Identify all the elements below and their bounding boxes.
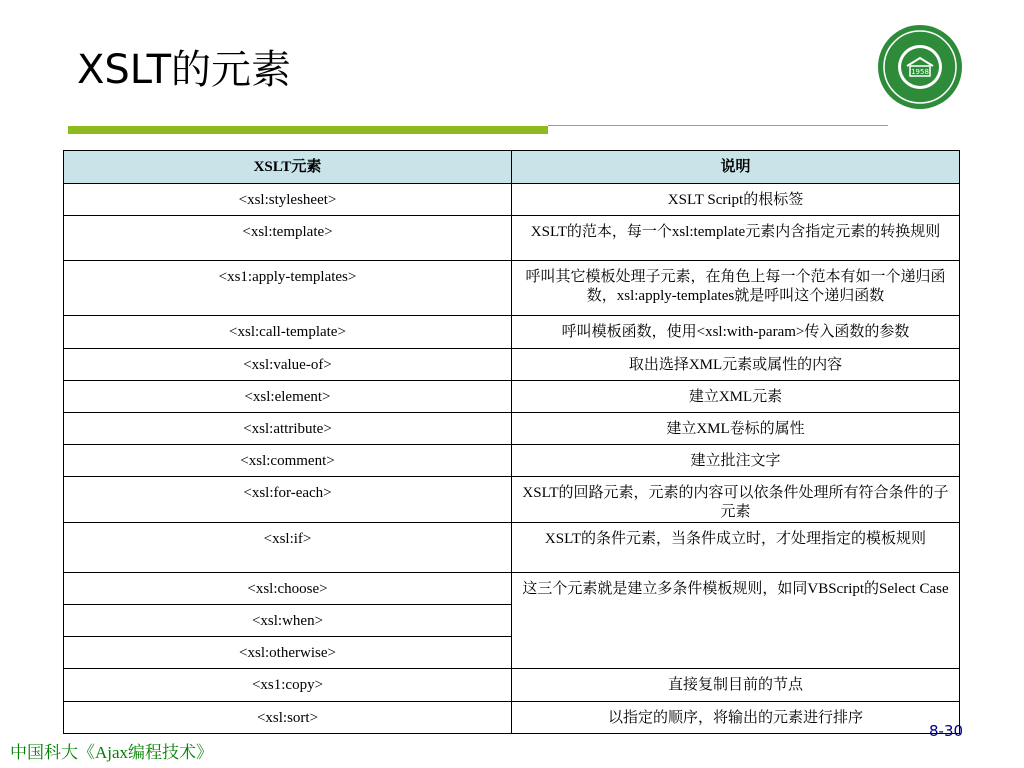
table-row [64,477,960,523]
table-row [64,445,960,477]
university-seal-logo [877,24,963,110]
description-cell: 建立XML卷标的属性 [512,413,960,445]
table-row [64,702,960,734]
table-row [64,184,960,216]
element-cell: <xsl:choose> [64,573,512,605]
table-row [64,261,960,316]
element-cell: <xsl:otherwise> [64,637,512,669]
table-row [64,523,960,573]
element-cell: <xsl:element> [64,381,512,413]
description-cell: XSLT的回路元素，元素的内容可以依条件处理所有符合条件的子元素 [512,477,960,523]
element-cell: <xsl:sort> [64,702,512,734]
table-row [64,669,960,702]
header-element: XSLT元素 [64,151,512,184]
element-cell: <xsl:attribute> [64,413,512,445]
slide-title: XSLT的元素 [77,47,292,93]
description-cell: 呼叫模板函数，使用<xsl:with-param>传入函数的参数 [512,316,960,349]
element-cell: <xsl:stylesheet> [64,184,512,216]
element-cell: <xsl:template> [64,216,512,261]
description-cell: XSLT的条件元素，当条件成立时，才处理指定的模板规则 [512,523,960,573]
table-row [64,381,960,413]
header-description: 说明 [512,151,960,184]
description-cell: 以指定的顺序，将输出的元素进行排序 [512,702,960,734]
xslt-elements-table [63,150,960,734]
element-cell: <xs1:apply-templates> [64,261,512,316]
element-cell: <xsl:if> [64,523,512,573]
logo-year: 1958 [911,68,929,76]
table-row [64,573,960,605]
table-row [64,216,960,261]
element-cell: <xsl:comment> [64,445,512,477]
description-cell: XSLT Script的根标签 [512,184,960,216]
title-underline-thick [68,126,548,134]
table-row [64,413,960,445]
title-underline-thin [548,125,888,126]
element-cell: <xs1:copy> [64,669,512,702]
description-cell-merged: 这三个元素就是建立多条件模板规则，如同VBScript的Select Case [512,573,960,669]
element-cell: <xsl:call-template> [64,316,512,349]
course-footer: 中国科大《Ajax编程技术》 [10,743,214,762]
description-cell: 直接复制目前的节点 [512,669,960,702]
description-cell: 取出选择XML元素或属性的内容 [512,349,960,381]
description-cell: 建立XML元素 [512,381,960,413]
element-cell: <xsl:value-of> [64,349,512,381]
table-row [64,316,960,349]
table-row [64,349,960,381]
element-cell: <xsl:when> [64,605,512,637]
element-cell: <xsl:for-each> [64,477,512,523]
table-header-row [64,151,960,184]
description-cell: XSLT的范本，每一个xsl:template元素内含指定元素的转换规则 [512,216,960,261]
description-cell: 建立批注文字 [512,445,960,477]
description-cell: 呼叫其它模板处理子元素，在角色上每一个范本有如一个递归函数，xsl:apply-templates就是呼叫这个递归函数 [512,261,960,316]
page-number: 8-30 [929,722,964,740]
